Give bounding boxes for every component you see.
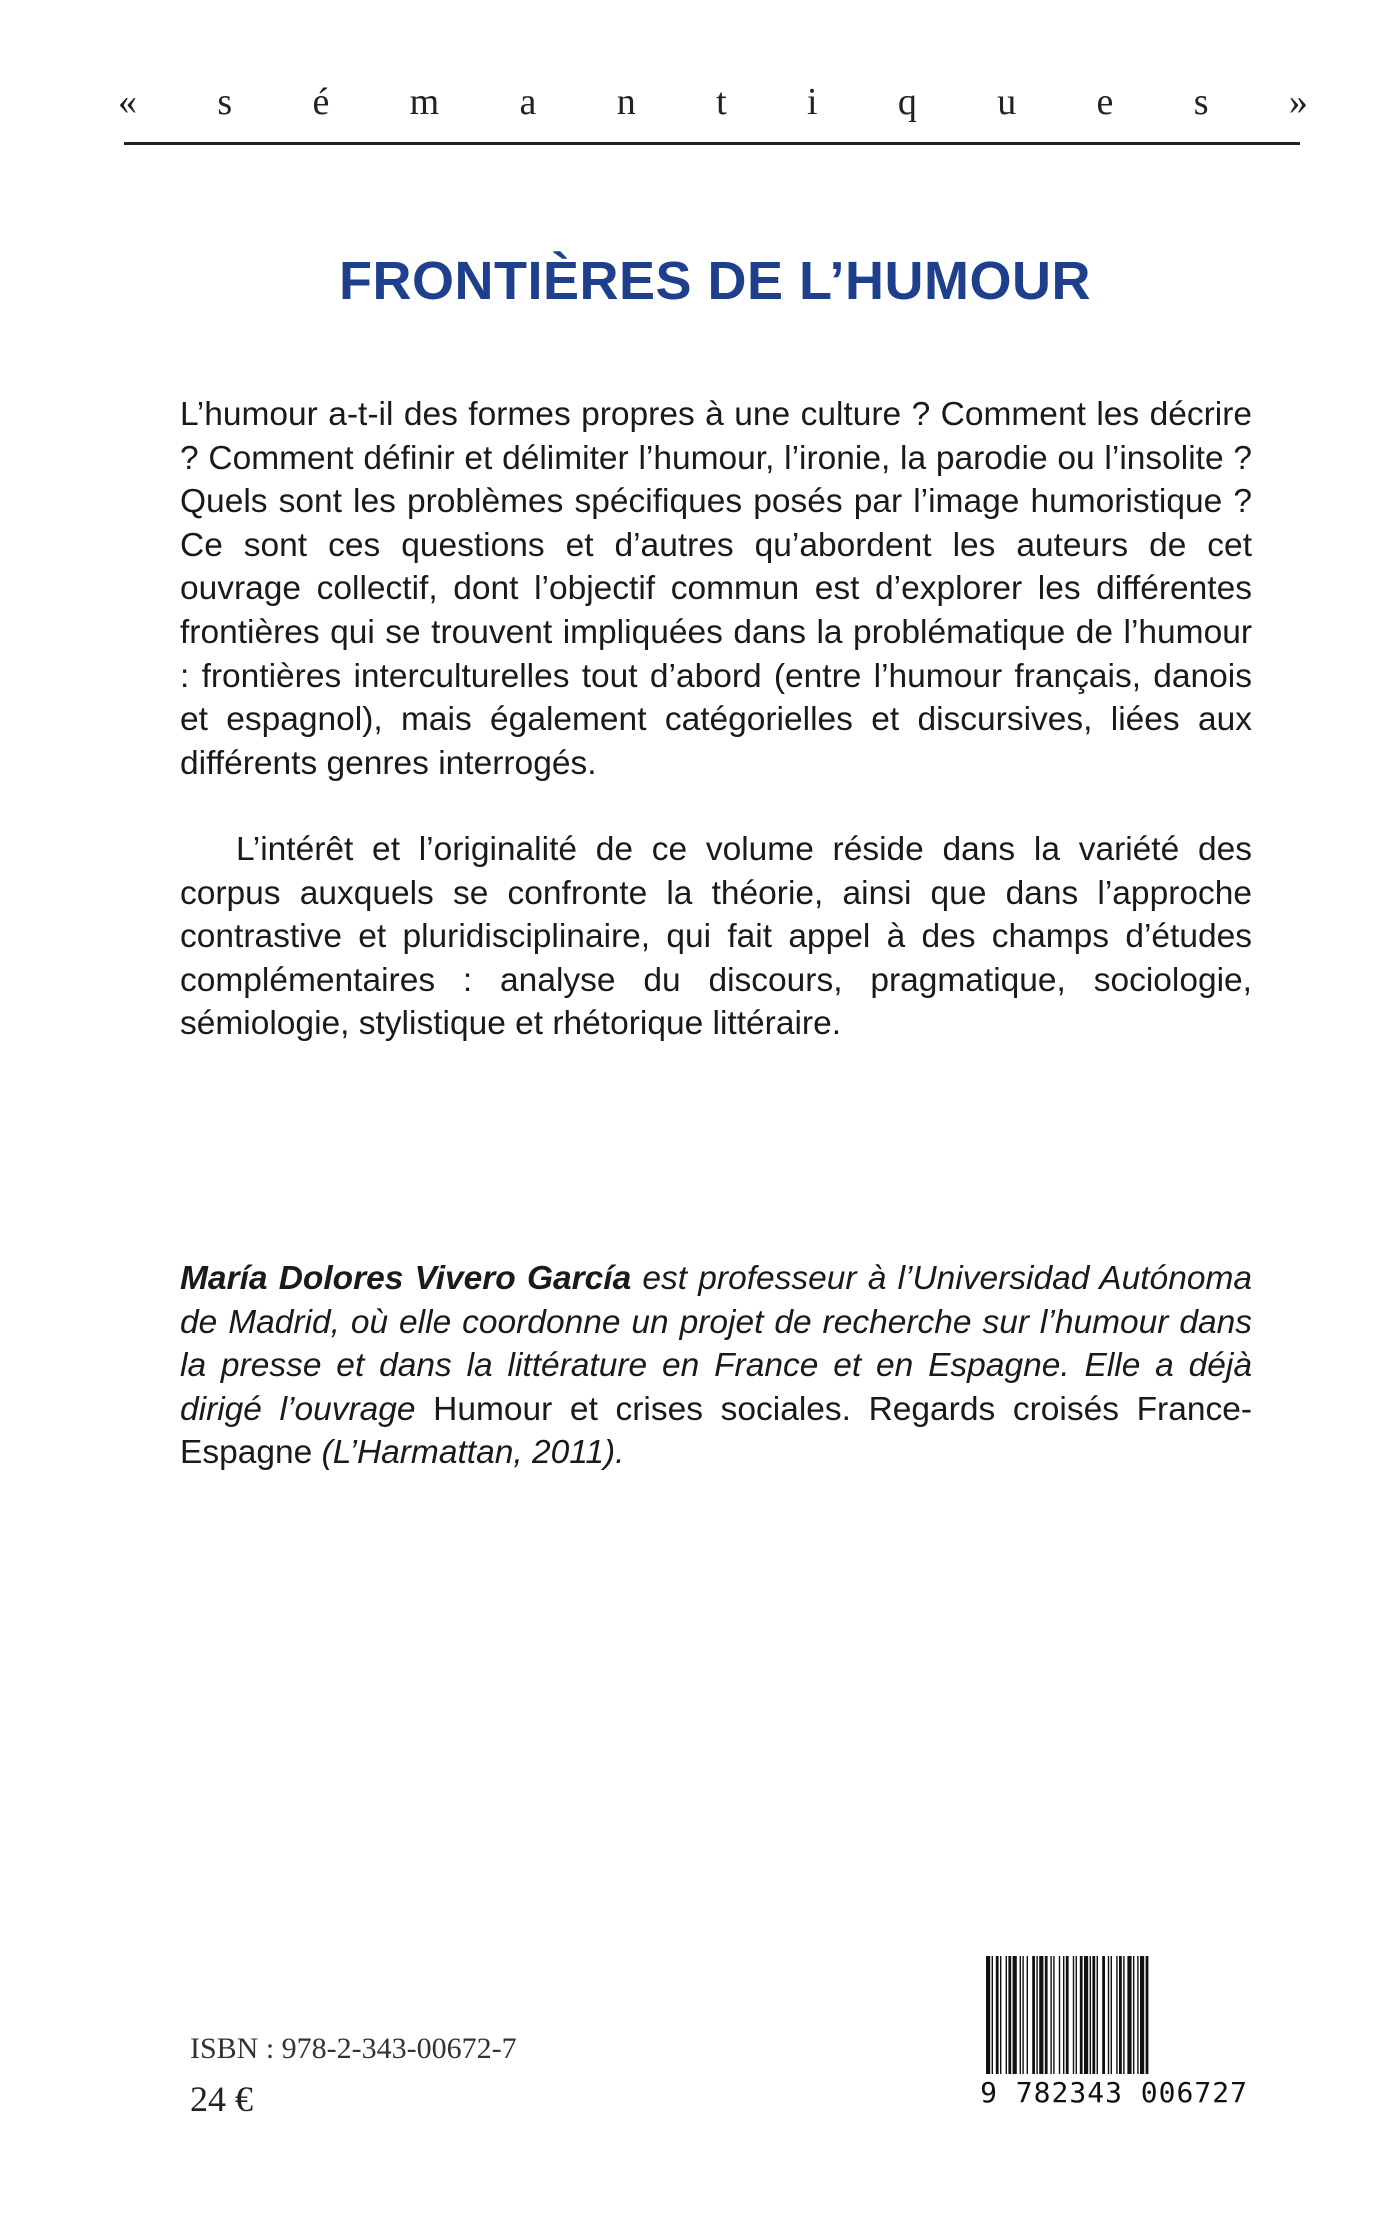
barcode-bar <box>1140 1956 1144 2074</box>
barcode-bar <box>1008 1956 1011 2074</box>
author-name: María Dolores Vivero García <box>180 1260 632 1297</box>
blurb-paragraph-2 <box>180 828 1252 1046</box>
barcode-bar <box>1123 1956 1124 2074</box>
blurb-paragraph-1 <box>180 393 1252 785</box>
barcode-bar <box>1097 1956 1098 2074</box>
barcode-bar <box>1032 1956 1035 2074</box>
barcode-bar <box>1108 1956 1109 2074</box>
barcode-bar <box>1036 1956 1037 2074</box>
barcode-bar <box>1006 1956 1007 2074</box>
series-letter: n <box>616 81 636 123</box>
series-header <box>118 80 1308 124</box>
barcode-bar <box>1111 1956 1112 2074</box>
blurb-text-1: L’humour a-t-il des formes propres à une culture ? Comment les décrire ? Comment définir et délimiter l’humour, l’ironie, la parodie ou l’insolite ? Quels sont les problèmes spécifiques posés par l’image humoristique ? Ce sont ces questions et d’autres qu’abordent les auteurs de cet ouvrage collectif, dont l’objectif commun est d’explorer les différentes frontières qui se trouvent impliquées dans la problématique de l’humour : frontières interculturelles tout d’abord (entre l’humour français, danois et espagnol), mais également catégorielles et discursives, liées aux différents genres interrogés. <box>180 396 1252 782</box>
barcode-bar <box>1137 1956 1138 2074</box>
barcode-bar <box>1102 1956 1105 2074</box>
series-letter: é <box>312 81 330 123</box>
barcode-bar <box>1013 1956 1017 2074</box>
blurb-text-2: L’intérêt et l’originalité de ce volume réside dans la variété des corpus auxquels se confronte la théorie, ainsi que dans l’approche contrastive et pluridisciplinaire, qui fait appel à des champs d’études complémentaires : analyse du discours, pragmatique, sociologie, sémiologie, stylistique et rhétorique littéraire. <box>180 831 1252 1043</box>
referenced-book-title: Humour et crises sociales. Regards croisés France-Espagne <box>180 1390 1252 1472</box>
barcode-bar <box>1022 1956 1023 2074</box>
barcode-bar <box>1027 1956 1028 2074</box>
barcode-bar <box>1020 1956 1021 2074</box>
series-letter: e <box>1096 81 1114 123</box>
barcode-bar <box>992 1956 993 2074</box>
price: 24 € <box>190 2079 253 2119</box>
series-letter: i <box>806 81 818 123</box>
barcode-bar <box>986 1956 990 2074</box>
barcode-bar <box>1066 1956 1069 2074</box>
barcode-bar <box>996 1956 999 2074</box>
series-letter: » <box>1288 81 1308 123</box>
barcode-bar <box>1080 1956 1083 2074</box>
barcode-bar <box>1000 1956 1001 2074</box>
barcode-bar <box>1127 1956 1131 2074</box>
barcode-bar <box>1084 1956 1088 2074</box>
series-letter: « <box>118 81 137 123</box>
header-rule <box>124 142 1300 145</box>
series-letter: s <box>217 81 233 123</box>
barcode-bar <box>1076 1956 1077 2074</box>
barcode-bar <box>1045 1956 1048 2074</box>
barcode-bar <box>1092 1956 1095 2074</box>
barcode-bar <box>1050 1956 1051 2074</box>
barcode-bar <box>1116 1956 1117 2074</box>
barcode-bar <box>1063 1956 1064 2074</box>
barcode-bar <box>1146 1956 1149 2074</box>
author-bio-text-2: (L’Harmattan, 2011). <box>312 1434 625 1472</box>
series-letter: t <box>716 81 727 123</box>
barcode-bar <box>1090 1956 1091 2074</box>
series-letter: s <box>1193 81 1209 123</box>
barcode-bar <box>1119 1956 1122 2074</box>
author-bio-text-1: est professeur à l’Universidad Autónoma de Madrid, où elle coordonne un projet de recherche sur l’humour dans la presse et dans la littérature en France et en Espagne. Elle a déjà dirigé l’ouvrage <box>180 1260 1252 1428</box>
book-title: FRONTIÈRES DE L’HUMOUR <box>338 251 1092 311</box>
barcode-bar <box>1053 1956 1054 2074</box>
series-letter: a <box>519 81 537 123</box>
barcode-bar <box>1039 1956 1043 2074</box>
series-letter: u <box>997 81 1017 123</box>
barcode-digits: 9 782343 006727 <box>980 2076 1248 2109</box>
author-bio <box>180 1257 1252 1475</box>
barcode-bar <box>1059 1956 1060 2074</box>
series-letter: q <box>897 81 917 123</box>
series-letter: m <box>409 81 440 123</box>
isbn: ISBN : 978-2-343-00672-7 <box>190 2032 517 2065</box>
barcode-bar <box>1073 1956 1074 2074</box>
barcode-bar <box>1133 1956 1134 2074</box>
